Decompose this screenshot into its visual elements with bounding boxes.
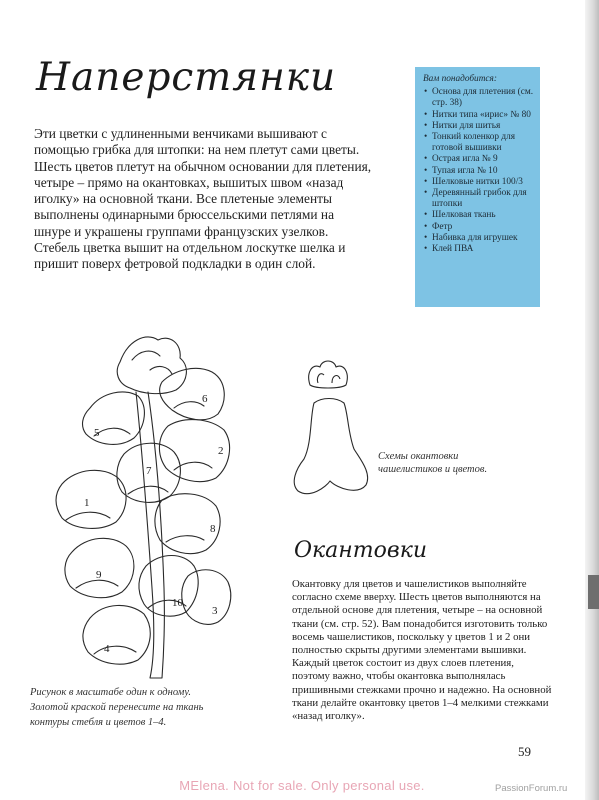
bud-outline bbox=[117, 337, 186, 394]
flower-number: 5 bbox=[94, 427, 100, 439]
sepal-outline bbox=[309, 361, 348, 388]
flower-outline bbox=[76, 580, 118, 588]
page-edge-tab bbox=[588, 575, 599, 609]
materials-item: • Шелковые нитки 100/3 bbox=[423, 177, 534, 188]
flower-number: 10 bbox=[172, 597, 183, 609]
materials-item: • Шелковая ткань bbox=[423, 210, 534, 221]
materials-item: • Набивка для игрушек bbox=[423, 233, 534, 244]
flower-number: 3 bbox=[212, 605, 218, 617]
foxglove-pattern-drawing bbox=[50, 330, 235, 685]
flower-outline bbox=[139, 556, 198, 617]
section-paragraph: Окантовку для цветов и чашелистиков выполняйте согласно схеме вверху. Шесть цветов выполняются на отдельной основе для плетения, четыре – на основной ткани (см. стр. 52). Вам понадобится изготовить только восемь чашелистиков, поскольку у цветов 1 и 2 они полностью скрыты другими элементами вышивки. Каждый цветок состоит из двух слоев плетения, поэтому важно, чтобы окантовка выполнялась пришивными стежками прочно и надежно. На основной ткани делайте окантовку цветов 1–4 мелкими стежками «назад иголку». bbox=[292, 578, 552, 723]
flower-number: 4 bbox=[104, 643, 110, 655]
watermark-text: MElena. Not for sale. Only personal use. bbox=[179, 778, 425, 793]
flower-number: 7 bbox=[146, 465, 152, 477]
materials-item: • Фетр bbox=[423, 222, 534, 233]
bell-outline bbox=[294, 399, 367, 494]
materials-item: • Основа для плетения (см. стр. 38) bbox=[423, 87, 534, 109]
materials-item: • Нитки типа «ирис» № 80 bbox=[423, 110, 534, 121]
flower-outline bbox=[66, 512, 110, 520]
materials-item: • Острая игла № 9 bbox=[423, 154, 534, 165]
flower-number: 1 bbox=[84, 497, 90, 509]
materials-item: • Клей ПВА bbox=[423, 244, 534, 255]
bud-outline bbox=[132, 351, 172, 374]
sepal-outline bbox=[317, 374, 340, 383]
materials-item: • Тонкий коленкор для готовой вышивки bbox=[423, 132, 534, 154]
flower-outline bbox=[166, 536, 204, 542]
materials-item: • Тупая игла № 10 bbox=[423, 166, 534, 177]
section-title: Окантовки bbox=[294, 538, 427, 563]
flower-number: 8 bbox=[210, 523, 216, 535]
materials-box bbox=[415, 67, 540, 307]
materials-item: • Нитки для шитья bbox=[423, 121, 534, 132]
edging-scheme-drawing bbox=[286, 355, 372, 500]
flower-number: 2 bbox=[218, 445, 224, 457]
flower-outline bbox=[65, 538, 134, 597]
flower-outline bbox=[174, 402, 204, 408]
materials-list bbox=[423, 87, 534, 255]
page-edge bbox=[585, 0, 599, 800]
flower-outline bbox=[160, 368, 225, 419]
figure-caption: Рисунок в масштабе один к одному. Золотой краской перенесите на ткань контуры стебля и цветов 1–4. bbox=[30, 687, 204, 728]
materials-heading: Вам понадобится: bbox=[423, 74, 497, 84]
schemes-caption: Схемы окантовки чашелистиков и цветов. bbox=[378, 451, 488, 475]
flower-number: 6 bbox=[202, 393, 208, 405]
materials-item: • Деревянный грибок для штопки bbox=[423, 188, 534, 210]
flower-outline bbox=[128, 486, 168, 494]
flower-outline bbox=[83, 605, 150, 664]
flower-outline bbox=[94, 646, 136, 654]
flower-outline bbox=[83, 392, 145, 444]
intro-paragraph: Эти цветки с удлиненными венчиками вышивают с помощью грибка для штопки: на нем плетут сами цветы. Шесть цветов плетут на обычном основании для плетения, четыре – прямо на окантовках, вышитых швом «назад иголку» на основной ткани. Все плетеные элементы выполнены одинарными брюссельскими петлями на шнуре и украшены группами французских узелков. Стебель цветка вышит на отдельном лоскутке шелка и пришит поверх фетровой подкладки в один слой. bbox=[34, 126, 372, 272]
page-title: Наперстянки bbox=[36, 55, 337, 100]
flower-outline bbox=[182, 570, 231, 625]
site-watermark: PassionForum.ru bbox=[495, 783, 568, 794]
flower-number: 9 bbox=[96, 569, 102, 581]
page-number: 59 bbox=[518, 744, 531, 759]
